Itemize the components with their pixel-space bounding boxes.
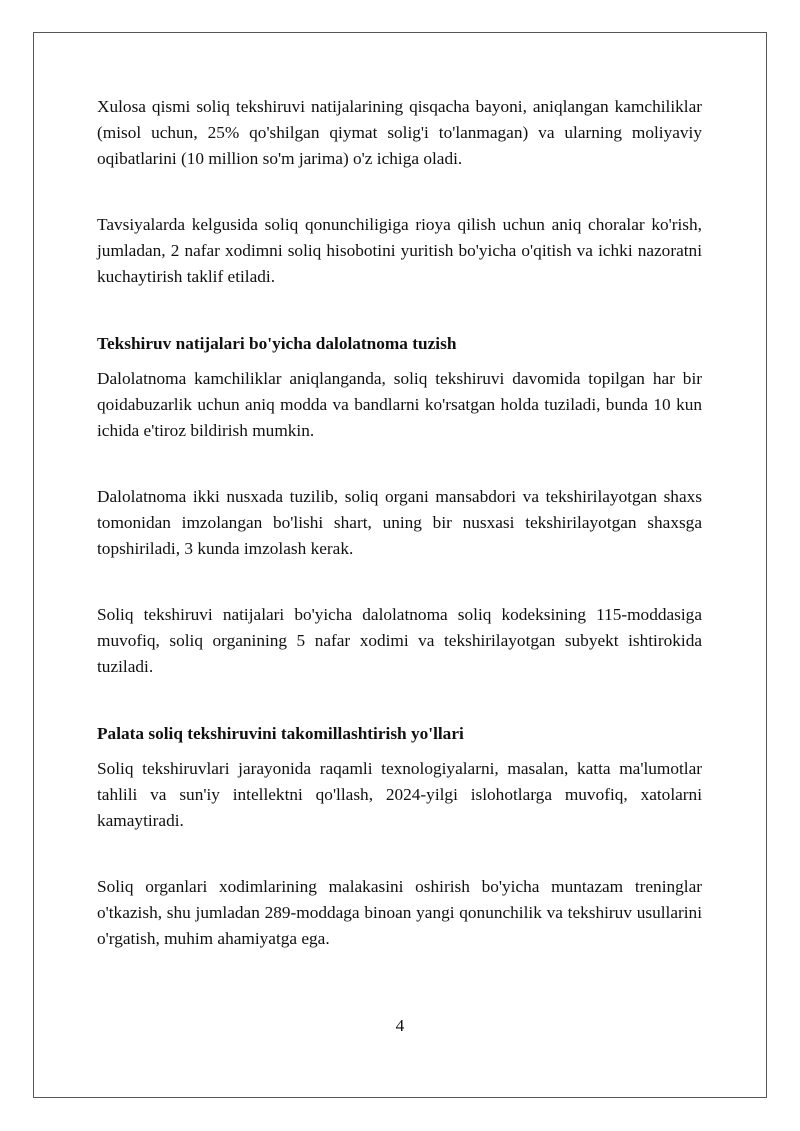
paragraph-recommendations: Tavsiyalarda kelgusida soliq qonunchiligiga rioya qilish uchun aniq choralar ko'rish, jumladan, 2 nafar xodimni soliq hisobotini yuritish bo'yicha o'qitish va ichki nazoratni kuchaytirish taklif etiladi.	[97, 215, 702, 286]
section-heading-report: Tekshiruv natijalari bo'yicha dalolatnoma tuzish	[97, 334, 457, 353]
paragraph-conclusion: Xulosa qismi soliq tekshiruvi natijalarining qisqacha bayoni, aniqlangan kamchiliklar (misol uchun, 25% qo'shilgan qiymat solig'i to'lanmagan) va ularning moliyaviy oqibatlarini (10 million so'm jarima) o'z ichiga oladi.	[97, 97, 702, 168]
page-number: 4	[395, 1016, 405, 1035]
section-heading-improvement: Palata soliq tekshiruvini takomillashtirish yo'llari	[97, 724, 464, 743]
paragraph-digital-tech: Soliq tekshiruvlari jarayonida raqamli texnologiyalarni, masalan, katta ma'lumotlar tahlili va sun'iy intellektni qo'llash, 2024-yilgi islohotlarga muvofiq, xatolarni kamaytiradi.	[97, 759, 702, 830]
paragraph-report-copies: Dalolatnoma ikki nusxada tuzilib, soliq organi mansabdori va tekshirilayotgan shaxs tomonidan imzolangan bo'lishi shart, uning bir nusxasi tekshirilayotgan shaxsga topshiriladi, 3 kunda imzolash kerak.	[97, 487, 702, 558]
paragraph-report-deficiencies: Dalolatnoma kamchiliklar aniqlanganda, soliq tekshiruvi davomida topilgan har bir qoidabuzarlik uchun aniq modda va bandlarni ko'rsatgan holda tuziladi, bunda 10 kun ichida e'tiroz bildirish mumkin.	[97, 369, 702, 440]
paragraph-report-article: Soliq tekshiruvi natijalari bo'yicha dalolatnoma soliq kodeksining 115-moddasiga muvofiq, soliq organining 5 nafar xodimi va tekshirilayotgan subyekt ishtirokida tuziladi.	[97, 605, 702, 676]
paragraph-training: Soliq organlari xodimlarining malakasini oshirish bo'yicha muntazam treninglar o'tkazish, shu jumladan 289-moddaga binoan yangi qonunchilik va tekshiruv usullarini o'rgatish, muhim ahamiyatga ega.	[97, 877, 702, 948]
page-content	[97, 94, 702, 952]
